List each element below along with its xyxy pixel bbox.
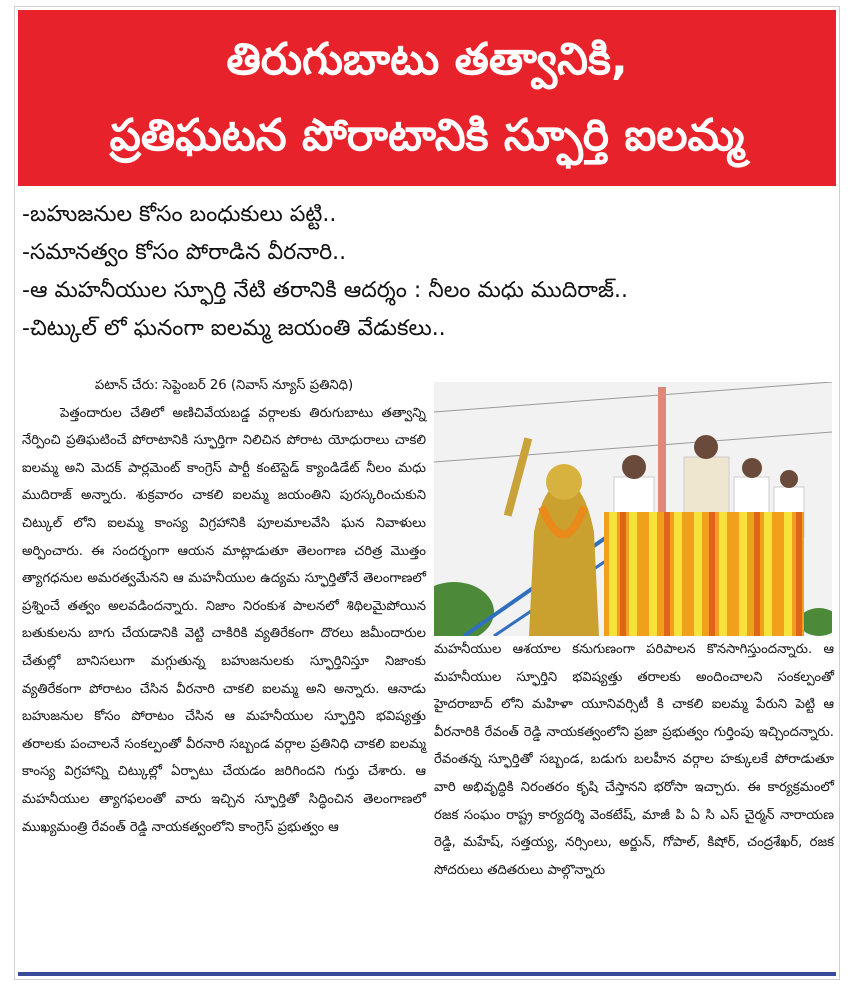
subhead-3: -ఆ మహనీయుల స్ఫూర్తి నేటి తరానికి ఆదర్శం : నీలం మధు ముదిరాజ్.. — [22, 278, 628, 303]
article-body-left: పెత్తందారుల చేతిలో అణిచివేయబడ్డ వర్గాలకు తిరుగుబాటు తత్వాన్ని నేర్పించి ప్రతిఘటించే పోరాటానికి స్ఫూర్తిగా నిలిచిన పోరాట యోధురాలు చాకలి ఐలమ్మ అని మెదక్ పార్లమెంట్ కాంగ్రెస్ పార్టీ కంటెస్టెడ్ క్యాండిడేట్ నీలం మధు ముదిరాజ్ అన్నారు. శుక్రవారం చాకలి ఐలమ్మ జయంతిని పురస్కరించుకుని చిట్కుల్ లోని ఐలమ్మ కాంస్య విగ్రహానికి పూలమాలవేసి ఘన నివాళులు అర్పించారు. ఈ సందర్భంగా ఆయన మాట్లాడుతూ తెలంగాణ చరిత్ర మొత్తం త్యాగధనుల అమరత్వమేనని ఆ మహనీయుల ఉద్యమ స్ఫూర్తితోనే తెలంగాణలో ప్రశ్నించే తత్వం అలవడిందన్నారు. నిజాం నిరంకుశ పాలనలో శిథిలమైపోయిన బతుకులను బాగు చేయడానికి వెట్టి చాకిరికి వ్యతిరేకంగా దొరలు జమీందారుల చేతుల్లో బానిసలుగా మగ్గుతున్న బహుజనులకు స్ఫూర్తినిస్తూ నిజాంకు వ్యతిరేకంగా పోరాటం చేసిన వీరనారి చాకలి ఐలమ్మ అని అన్నారు. ఆనాడు బహుజనుల కోసం పోరాటం చేసిన ఆ మహనీయుల స్ఫూర్తిని భవిష్యత్తు తరాలకు పంచాలనే సంకల్పంతో వీరనారి సబ్బండ వర్గాల ప్రతినిధి చాకలి ఐలమ్మ కాంస్య విగ్రహాన్ని చిట్కుల్లో ఏర్పాటు చేయడం జరిగిందని గుర్తు చేశారు. ఆ మహనీయుల త్యాగఫలంతో వారు ఇచ్చిన స్ఫూర్తితో సిద్ధించిన తెలంగాణలో ముఖ్యమంత్రి రేవంత్ రెడ్డి నాయకత్వంలోని కాంగ్రెస్ ప్రభుత్వం ఆ — [22, 405, 426, 835]
event-photo — [434, 382, 832, 636]
dateline: పటాన్ చేరు: సెప్టెంబర్ 26 (నివాస్ న్యూస్ ప్రతినిధి) — [94, 378, 354, 393]
subheadings — [22, 196, 832, 348]
headline-banner — [18, 10, 836, 186]
bottom-rule — [18, 972, 836, 976]
subhead-4: -చిట్కుల్ లో ఘనంగా ఐలమ్మ జయంతి వేడుకలు.. — [22, 316, 446, 341]
subhead-2: -సమానత్వం కోసం పోరాడిన వీరనారి.. — [22, 240, 347, 265]
article-body-right: మహనీయుల ఆశయాల కనుగుణంగా పరిపాలన కొనసాగిస్తుందన్నారు. ఆ మహనీయుల స్ఫూర్తిని భవిష్యత్తు తరాలకు అందించాలని సంకల్పంతో హైదరాబాద్ లోని మహిళా యూనివర్సిటీ కి చాకలి ఐలమ్మ పేరుని పెట్టి ఆ వీరనారికి రేవంత్ రెడ్డి నాయకత్వంలోని ప్రజా ప్రభుత్వం గుర్తింపు ఇచ్చిందన్నారు. రేవంతన్న స్ఫూర్తితో సబ్బండ, బడుగు బలహీన వర్గాల హక్కులకే పోరాడుతూ వారి అభివృద్ధికి నిరంతరం కృషి చేస్తానని భరోసా ఇచ్చారు. ఈ కార్యక్రమంలో రజక సంఘం రాష్ట్ర కార్యదర్శి వెంకటేష్, మాజీ పి ఏ సి ఎస్ చైర్మన్ నారాయణ రెడ్డి, మహేష్, సత్తయ్య, నర్సింలు, అర్జున్, గోపాల్, కిషోర్, చంద్రశేఖర్, రజక సోదరులు తదితరులు పాల్గొన్నారు — [434, 642, 834, 878]
article-left-column — [22, 372, 426, 841]
subhead-1: -బహుజనుల కోసం బంధుకులు పట్టి.. — [22, 202, 337, 227]
article-right-column — [434, 636, 834, 884]
headline-line-2: ప్రతిఘటన పోరాటానికి స్ఫూర్తి ఐలమ్మ — [109, 110, 745, 161]
headline-line-1: తిరుగుబాటు తత్వానికి, — [226, 34, 628, 85]
